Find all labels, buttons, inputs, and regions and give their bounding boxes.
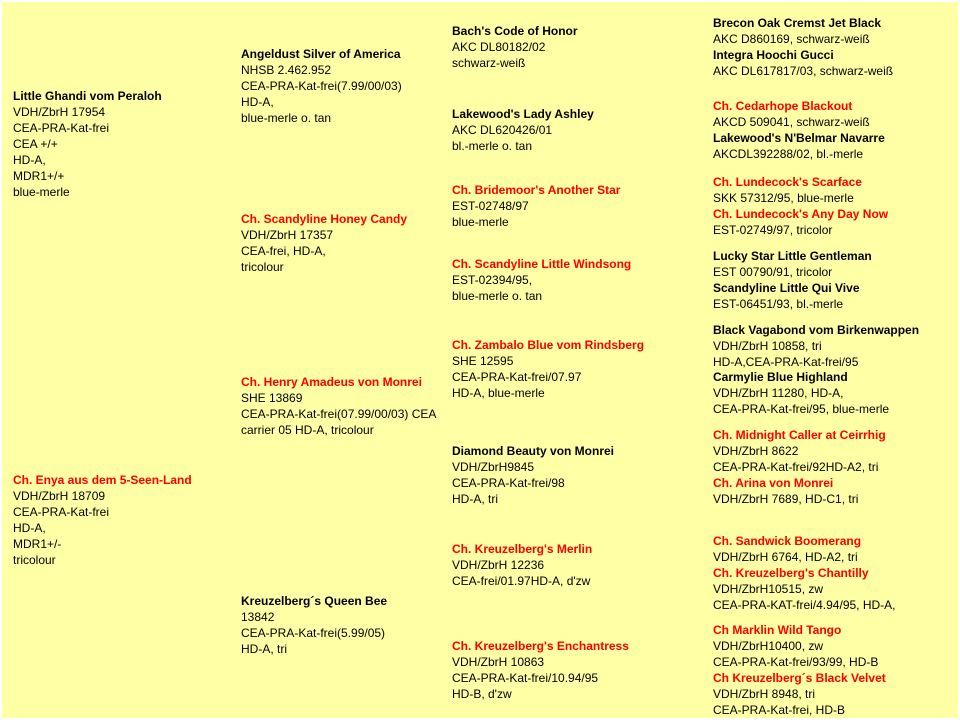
dog-detail: bl.-merle o. tan (452, 139, 533, 153)
dog-name: Ch. Kreuzelberg's Merlin (452, 542, 593, 556)
dog-name: Kreuzelberg´s Queen Bee (241, 594, 388, 608)
pedigree-entry (713, 15, 881, 47)
dog-detail: blue-merle o. tan (241, 111, 332, 125)
dog-detail: EST-02748/97 (452, 199, 529, 213)
pedigree-entry (713, 533, 861, 565)
dog-name: Ch. Lundecock's Any Day Now (713, 207, 889, 221)
dog-detail: HD-A, tri (241, 642, 287, 656)
dog-name: Ch. Zambalo Blue vom Rindsberg (452, 338, 645, 352)
pedigree-entry (713, 427, 886, 475)
pedigree-entry (713, 369, 889, 417)
dog-detail: HD-A, (13, 153, 46, 167)
pedigree-entry (452, 541, 592, 589)
dog-detail: VDH/ZbrH 7689, HD-C1, tri (713, 492, 859, 506)
dog-detail: blue-merle (452, 215, 509, 229)
pedigree-entry (452, 443, 614, 507)
dog-detail: HD-A, blue-merle (452, 386, 545, 400)
pedigree-entry (452, 106, 594, 154)
dog-detail: CEA +/+ (13, 137, 58, 151)
pedigree-entry (713, 475, 858, 507)
dog-detail: NHSB 2.462.952 (241, 63, 332, 77)
dog-detail: SHE 12595 (452, 354, 514, 368)
pedigree-entry (241, 46, 402, 126)
dog-detail: CEA-PRA-Kat-frei/10.94/95 (452, 671, 599, 685)
dog-detail: CEA-frei/01.97HD-A, d'zw (452, 574, 591, 588)
pedigree-entry (713, 98, 870, 130)
pedigree-sheet (2, 2, 958, 718)
dog-name: Ch Kreuzelberg´s Black Velvet (713, 671, 886, 685)
dog-detail: CEA-PRA-Kat-frei/92HD-A2, tri (713, 460, 879, 474)
dog-name: Ch. Bridemoor's Another Star (452, 183, 621, 197)
dog-name: Ch. Midnight Caller at Ceirrhig (713, 428, 886, 442)
dog-detail: blue-merle (13, 185, 70, 199)
dog-detail: AKCD 509041, schwarz-weiß (713, 115, 870, 129)
dog-name: Angeldust Silver of America (241, 47, 401, 61)
dog-name: Lakewood's Lady Ashley (452, 107, 594, 121)
dog-name: Ch. Henry Amadeus von Monrei (241, 375, 422, 389)
dog-detail: VDH/ZbrH 12236 (452, 558, 545, 572)
dog-detail: CEA-PRA-Kat-frei (13, 505, 110, 519)
pedigree-entry (452, 182, 620, 230)
dog-detail: VDH/ZbrH 6764, HD-A2, tri (713, 550, 858, 564)
dog-name: Ch. Kreuzelberg's Enchantress (452, 639, 629, 653)
dog-detail: CEA-PRA-Kat-frei, HD-B (713, 703, 846, 717)
dog-detail: VDH/ZbrH 17954 (13, 105, 106, 119)
dog-detail: VDH/ZbrH 8948, tri (713, 687, 816, 701)
dog-detail: CEA-PRA-Kat-frei/98 (452, 476, 565, 490)
pedigree-entry (713, 565, 896, 613)
pedigree-entry (713, 206, 888, 238)
pedigree-entry (13, 88, 162, 200)
pedigree-entry (713, 47, 893, 79)
dog-name: Diamond Beauty von Monrei (452, 444, 615, 458)
pedigree-entry (713, 130, 885, 162)
dog-name: Ch. Scandyline Honey Candy (241, 212, 408, 226)
dog-name: Brecon Oak Cremst Jet Black (713, 16, 882, 30)
pedigree-entry (713, 174, 862, 206)
dog-name: Ch. Cedarhope Blackout (713, 99, 853, 113)
dog-detail: CEA-PRA-Kat-frei/07.97 (452, 370, 582, 384)
dog-detail: AKCDL392288/02, bl.-merle (713, 147, 864, 161)
dog-detail: CEA-PRA-Kat-frei(7.99/00/03) (241, 79, 402, 93)
dog-name: Ch. Lundecock's Scarface (713, 175, 862, 189)
pedigree-entry (241, 374, 441, 438)
dog-name: Lakewood's N'Belmar Navarre (713, 131, 885, 145)
pedigree-entry (241, 211, 407, 275)
dog-detail: VDH/ZbrH 8622 (713, 444, 799, 458)
dog-detail: VDH/ZbrH 18709 (13, 489, 106, 503)
pedigree-entry (713, 248, 872, 280)
dog-detail: MDR1+/+ (13, 169, 65, 183)
dog-detail: VDH/ZbrH 17357 (241, 228, 334, 242)
pedigree-entry (452, 337, 644, 401)
dog-detail: VDH/ZbrH 10863 (452, 655, 545, 669)
dog-name: Lucky Star Little Gentleman (713, 249, 872, 263)
dog-detail: HD-B, d'zw (452, 687, 512, 701)
dog-detail: VDH/ZbrH 11280, HD-A, (713, 386, 844, 400)
dog-detail: AKC DL617817/03, schwarz-weiß (713, 64, 894, 78)
pedigree-entry (713, 280, 860, 312)
dog-detail: VDH/ZbrH 10858, tri (713, 339, 822, 353)
dog-detail: EST-06451/93, bl.-merle (713, 297, 844, 311)
dog-detail: CEA-PRA-Kat-frei/93/99, HD-B (713, 655, 879, 669)
dog-detail: SHE 13869 (241, 391, 303, 405)
pedigree-entry (713, 670, 886, 718)
dog-detail: HD-A, (241, 95, 274, 109)
dog-detail: CEA-PRA-Kat-frei(5.99/05) (241, 626, 386, 640)
dog-name: Ch. Kreuzelberg's Chantilly (713, 566, 869, 580)
pedigree-entry (241, 593, 387, 657)
pedigree-entry (713, 622, 878, 670)
dog-detail: MDR1+/- (13, 537, 62, 551)
dog-name: Bach's Code of Honor (452, 24, 578, 38)
dog-name: Black Vagabond vom Birkenwappen (713, 323, 920, 337)
pedigree-entry (713, 322, 919, 370)
dog-detail: AKC DL80182/02 (452, 40, 546, 54)
dog-detail: CEA-PRA-Kat-frei/95, blue-merle (713, 402, 890, 416)
pedigree-entry (452, 256, 631, 304)
dog-detail: tricolour (241, 260, 284, 274)
dog-detail: HD-A, (13, 521, 46, 535)
dog-detail: AKC DL620426/01 (452, 123, 553, 137)
dog-detail: HD-A,CEA-PRA-Kat-frei/95 (713, 355, 859, 369)
dog-detail: 13842 (241, 610, 275, 624)
pedigree-entry (13, 472, 192, 568)
dog-name: Ch. Arina von Monrei (713, 476, 834, 490)
dog-name: Little Ghandi vom Peraloh (13, 89, 162, 103)
dog-detail: SKK 57312/95, blue-merle (713, 191, 854, 205)
dog-name: Scandyline Little Qui Vive (713, 281, 860, 295)
pedigree-entry (452, 23, 578, 71)
dog-name: Carmylie Blue Highland (713, 370, 848, 384)
dog-name: Ch. Scandyline Little Windsong (452, 257, 632, 271)
dog-detail: VDH/ZbrH10400, zw (713, 639, 824, 653)
pedigree-entry (452, 638, 629, 702)
dog-detail: HD-A, tri (452, 492, 498, 506)
dog-detail: schwarz-weiß (452, 56, 526, 70)
dog-detail: EST 00790/91, tricolor (713, 265, 833, 279)
dog-name: Ch. Sandwick Boomerang (713, 534, 862, 548)
dog-detail: CEA-PRA-Kat-frei(07.99/00/03) CEA carrier 05 HD-A, tricolour (241, 407, 436, 437)
dog-detail: CEA-PRA-Kat-frei (13, 121, 110, 135)
dog-detail: blue-merle o. tan (452, 289, 543, 303)
dog-detail: VDH/ZbrH9845 (452, 460, 535, 474)
dog-detail: EST-02394/95, (452, 273, 533, 287)
dog-detail: AKC D860169, schwarz-weiß (713, 32, 870, 46)
dog-name: Integra Hoochi Gucci (713, 48, 834, 62)
dog-detail: tricolour (13, 553, 56, 567)
dog-detail: EST-02749/97, tricolor (713, 223, 833, 237)
dog-detail: CEA-PRA-KAT-frei/4.94/95, HD-A, (713, 598, 896, 612)
dog-name: Ch. Enya aus dem 5-Seen-Land (13, 473, 192, 487)
dog-detail: VDH/ZbrH10515, zw (713, 582, 824, 596)
dog-detail: CEA-frei, HD-A, (241, 244, 326, 258)
dog-name: Ch Marklin Wild Tango (713, 623, 842, 637)
